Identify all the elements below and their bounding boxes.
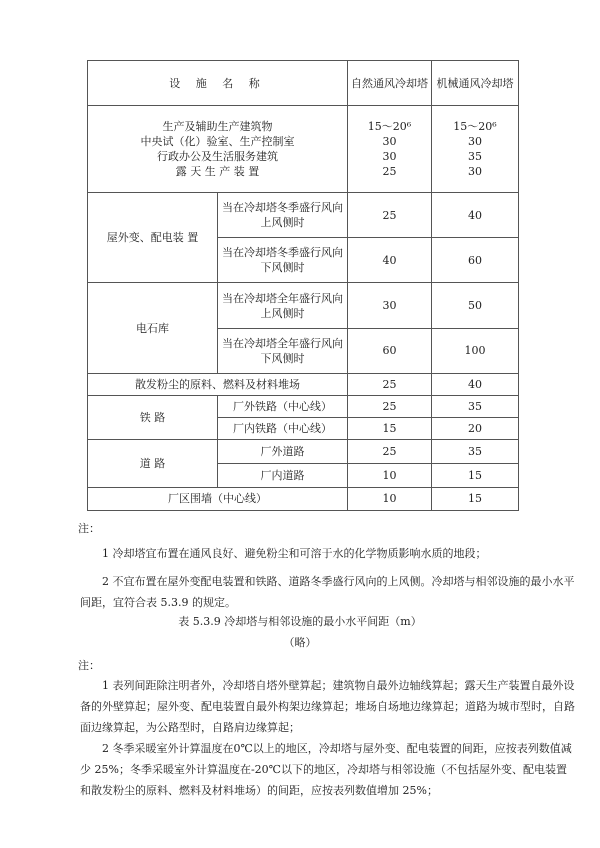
- table-row: [88, 373, 519, 395]
- cell-name: 露 天 生 产 装 置: [175, 165, 260, 179]
- cell-value: 15: [432, 487, 519, 510]
- condition-cell: 厂外道路: [218, 439, 348, 463]
- cell-value: 25: [348, 395, 432, 417]
- cell-value: 25: [348, 193, 432, 238]
- condition-cell: 厂内铁路（中心线）: [218, 417, 348, 439]
- note-item: 1 表列间距除注明者外，冷却塔自塔外壁算起；建筑物自最外边轴线算起；露天生产装置自最外设备的外壁算起；屋外变、配电装置自最外构架边缘算起；堆场自场地边缘算起；道路为城市型时，自路面边缘算起，为公路型时，自路肩边缘算起；: [80, 679, 575, 734]
- cell-name: 生产及辅助生产建筑物: [162, 120, 273, 134]
- notes-label: 注：: [78, 522, 100, 535]
- condition-cell: 当在冷却塔冬季盛行风向下风侧时: [218, 238, 348, 283]
- table-row: [88, 439, 519, 463]
- table-row: [88, 193, 519, 238]
- table-row: [88, 395, 519, 417]
- cell-value: 30: [468, 135, 482, 149]
- cell-value: 25: [382, 165, 397, 179]
- table-row: [88, 106, 519, 193]
- note-item: 1 冷却塔宜布置在通风良好、避免粉尘和可溶于水的化学物质影响水质的地段；: [102, 547, 487, 560]
- railway-label: 铁 路: [88, 395, 218, 439]
- cell-name: 中央试（化）验室、生产控制室: [140, 135, 295, 149]
- cell-value: 40: [432, 193, 519, 238]
- group1-names: [88, 106, 348, 193]
- condition-cell: 厂外铁路（中心线）: [218, 395, 348, 417]
- cell-value: 35: [432, 439, 519, 463]
- dust-yard-label: 散发粉尘的原料、燃料及材料堆场: [88, 373, 348, 395]
- cell-name: 行政办公及生活服务建筑: [157, 150, 278, 164]
- condition-cell: 厂内道路: [218, 463, 348, 487]
- cell-value: 60: [348, 328, 432, 373]
- cell-value: 60: [432, 238, 519, 283]
- cell-value: 35: [468, 150, 482, 164]
- road-label: 道 路: [88, 439, 218, 487]
- header-mechanical: 机械通风冷却塔: [432, 61, 519, 106]
- header-facility: 设 施 名 称: [88, 61, 348, 106]
- group1-mechanical: [432, 106, 519, 193]
- cell-value: 100: [432, 328, 519, 373]
- cell-value: 35: [432, 395, 519, 417]
- cell-value: 15～20⁶: [367, 120, 412, 134]
- table-row: [88, 283, 519, 328]
- table-header-row: [88, 61, 519, 106]
- header-natural: 自然通风冷却塔: [348, 61, 432, 106]
- cell-value: 30: [382, 135, 397, 149]
- condition-cell: 当在冷却塔全年盛行风向上风侧时: [218, 283, 348, 328]
- cell-value: 40: [432, 373, 519, 395]
- cell-value: 25: [348, 373, 432, 395]
- note-item: 2 冬季采暖室外计算温度在0℃以上的地区，冷却塔与屋外变、配电装置的间距，应按表列数值减少 25%；冬季采暖室外计算温度在-20℃以下的地区，冷却塔与相邻设施（不包括屋外变、配电装置和散发粉尘的原料、燃料及材料堆场）的间距，应按表列数值增加 25%；: [80, 742, 572, 797]
- fence-label: 厂区围墙（中心线）: [88, 487, 348, 510]
- note-item: 2 不宜布置在屋外变配电装置和铁路、道路冬季盛行风向的上风侧。冷却塔与相邻设施的最小水平间距，宜符合表 5.3.9 的规定。: [80, 575, 575, 609]
- carbide-house-label: 电石库: [88, 283, 218, 373]
- table-row: [88, 487, 519, 510]
- cell-value: 40: [348, 238, 432, 283]
- cell-value: 15～20⁶: [453, 120, 497, 134]
- cell-value: 10: [348, 487, 432, 510]
- cell-value: 15: [432, 463, 519, 487]
- notes-label: 注：: [78, 659, 100, 672]
- cell-value: 30: [382, 150, 397, 164]
- cell-value: 10: [348, 463, 432, 487]
- cell-value: 25: [348, 439, 432, 463]
- cell-value: 30: [348, 283, 432, 328]
- cell-value: 30: [468, 165, 482, 179]
- omitted-marker: （略）: [283, 636, 317, 649]
- table-caption: 表 5.3.9 冷却塔与相邻设施的最小水平间距（m）: [178, 615, 422, 628]
- cell-value: 50: [432, 283, 519, 328]
- cell-value: 15: [348, 417, 432, 439]
- cell-value: 20: [432, 417, 519, 439]
- group1-natural: [348, 106, 432, 193]
- condition-cell: 当在冷却塔冬季盛行风向上风侧时: [218, 193, 348, 238]
- spacing-table: [87, 60, 519, 511]
- condition-cell: 当在冷却塔全年盛行风向下风侧时: [218, 328, 348, 373]
- outdoor-substation-label: 屋外变、配电装 置: [88, 193, 218, 283]
